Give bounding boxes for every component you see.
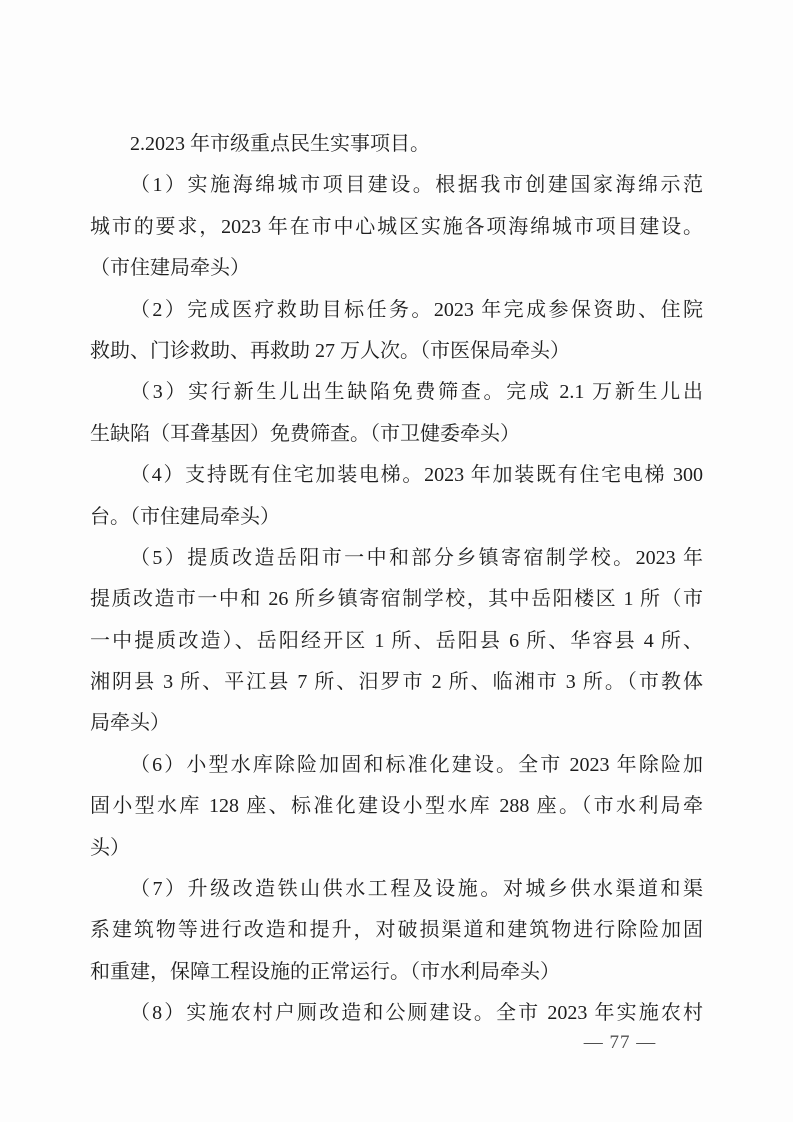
document-line: （4）支持既有住宅加装电梯。2023 年加装既有住宅电梯 300 bbox=[130, 464, 703, 487]
document-line: 系建筑物等进行改造和提升，对破损渠道和建筑物进行除险加固 bbox=[90, 919, 703, 942]
document-body bbox=[90, 124, 703, 1035]
document-line: 生缺陷（耳聋基因）免费筛查。（市卫健委牵头） bbox=[90, 422, 520, 445]
document-line: 局牵头） bbox=[90, 712, 170, 735]
document-line: 一中提质改造）、岳阳经开区 1 所、岳阳县 6 所、华容县 4 所、 bbox=[90, 629, 703, 652]
document-line: （3）实行新生儿出生缺陷免费筛查。完成 2.1 万新生儿出 bbox=[130, 381, 703, 404]
document-line: （6）小型水库除险加固和标准化建设。全市 2023 年除险加 bbox=[130, 753, 703, 776]
document-line: （8）实施农村户厕改造和公厕建设。全市 2023 年实施农村 bbox=[130, 1002, 703, 1025]
document-line: 2.2023 年市级重点民生实事项目。 bbox=[130, 133, 430, 155]
document-line: （2）完成医疗救助目标任务。2023 年完成参保资助、住院 bbox=[130, 298, 703, 321]
document-line: （市住建局牵头） bbox=[90, 257, 250, 280]
document-line: 提质改造市一中和 26 所乡镇寄宿制学校，其中岳阳楼区 1 所（市 bbox=[90, 588, 703, 611]
document-line: 和重建，保障工程设施的正常运行。（市水利局牵头） bbox=[90, 960, 560, 983]
page-number: — 77 — bbox=[583, 1032, 657, 1053]
document-line: 固小型水库 128 座、标准化建设小型水库 288 座。（市水利局牵 bbox=[90, 795, 703, 818]
document-line: （5）提质改造岳阳市一中和部分乡镇寄宿制学校。2023 年 bbox=[130, 546, 703, 569]
document-line: 台。（市住建局牵头） bbox=[90, 505, 280, 528]
document-line: （1）实施海绵城市项目建设。根据我市创建国家海绵示范 bbox=[130, 174, 703, 197]
document-line: 头） bbox=[90, 836, 130, 859]
document-line: 城市的要求，2023 年在市中心城区实施各项海绵城市项目建设。 bbox=[90, 215, 703, 238]
document-line: 湘阴县 3 所、平江县 7 所、汨罗市 2 所、临湘市 3 所。（市教体 bbox=[90, 671, 703, 694]
document-line: （7）升级改造铁山供水工程及设施。对城乡供水渠道和渠 bbox=[130, 878, 703, 901]
document-line: 救助、门诊救助、再救助 27 万人次。（市医保局牵头） bbox=[90, 339, 570, 362]
